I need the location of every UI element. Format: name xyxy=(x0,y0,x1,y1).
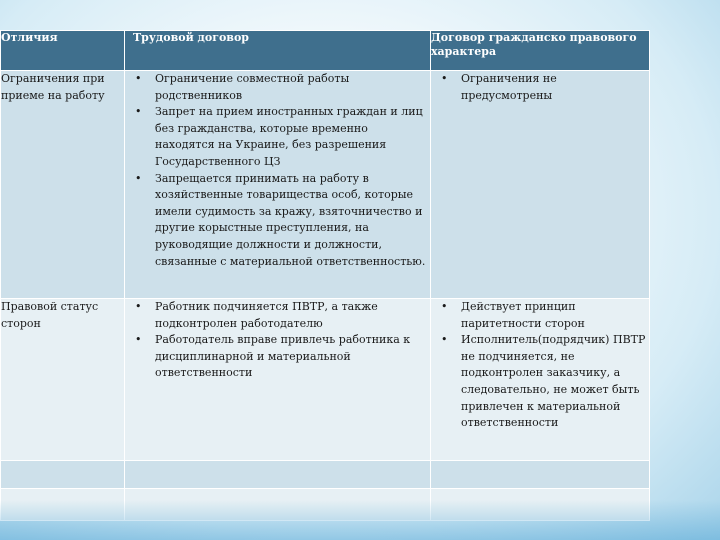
bullet-icon: • xyxy=(441,333,448,347)
header-differences: Отличия xyxy=(1,31,125,71)
civil-hiring-list xyxy=(431,71,649,104)
empty-cell xyxy=(1,461,125,489)
labor-hiring-cell xyxy=(125,71,431,299)
slide-background-glow xyxy=(0,500,720,540)
bullet-icon: • xyxy=(135,300,142,313)
list-item: • Ограничение совместной работы родственников xyxy=(135,72,350,102)
bullet-icon: • xyxy=(135,333,142,347)
list-item: • Исполнитель(подрядчик) ПВТР не подчиняется, не подконтролен заказчику, а следовательно, не может быть привлечен к материальной ответственности xyxy=(441,333,646,430)
row-label-hiring-restrictions: Ограничения при приеме на работу xyxy=(1,71,125,299)
header-labor-contract: Трудовой договор xyxy=(125,31,431,71)
bullet-icon: • xyxy=(135,105,142,119)
labor-status-list xyxy=(125,299,430,382)
bullet-icon: • xyxy=(135,171,142,185)
row-label-legal-status: Правовой статус сторон xyxy=(1,299,125,461)
bullet-icon: • xyxy=(441,72,448,85)
comparison-table xyxy=(0,30,650,521)
table-row-empty xyxy=(1,461,650,489)
header-civil-contract: Договор гражданско правового характера xyxy=(431,31,650,71)
list-item: • Работник подчиняется ПВТР, а также подконтролен работодателю xyxy=(135,300,378,330)
list-item: • Действует принцип паритетности сторон xyxy=(441,300,585,330)
table-row xyxy=(1,299,650,461)
labor-status-cell xyxy=(125,299,431,461)
bullet-icon: • xyxy=(441,300,448,313)
list-item: • Работодатель вправе привлечь работника к дисциплинарной и материальной ответственности xyxy=(135,333,411,380)
table-header-row xyxy=(1,31,650,71)
empty-cell xyxy=(431,461,650,489)
table-row xyxy=(1,71,650,299)
list-item: • Запрещается принимать на работу в хозяйственные товарищества особ, которые имели судимость за кражу, взяточничество и другие корыстные преступления, на руководящие должности и должности, связанные с материальной ответственностью. xyxy=(135,171,426,268)
bullet-icon: • xyxy=(135,72,142,85)
civil-status-list xyxy=(431,299,649,432)
list-item: • Ограничения не предусмотрены xyxy=(441,72,557,102)
civil-hiring-cell xyxy=(431,71,650,299)
labor-hiring-list xyxy=(125,71,430,270)
civil-status-cell xyxy=(431,299,650,461)
list-item: • Запрет на прием иностранных граждан и лиц без гражданства, которые временно находятся на Украине, без разрешения Государственного ЦЗ xyxy=(135,105,423,168)
empty-cell xyxy=(125,461,431,489)
